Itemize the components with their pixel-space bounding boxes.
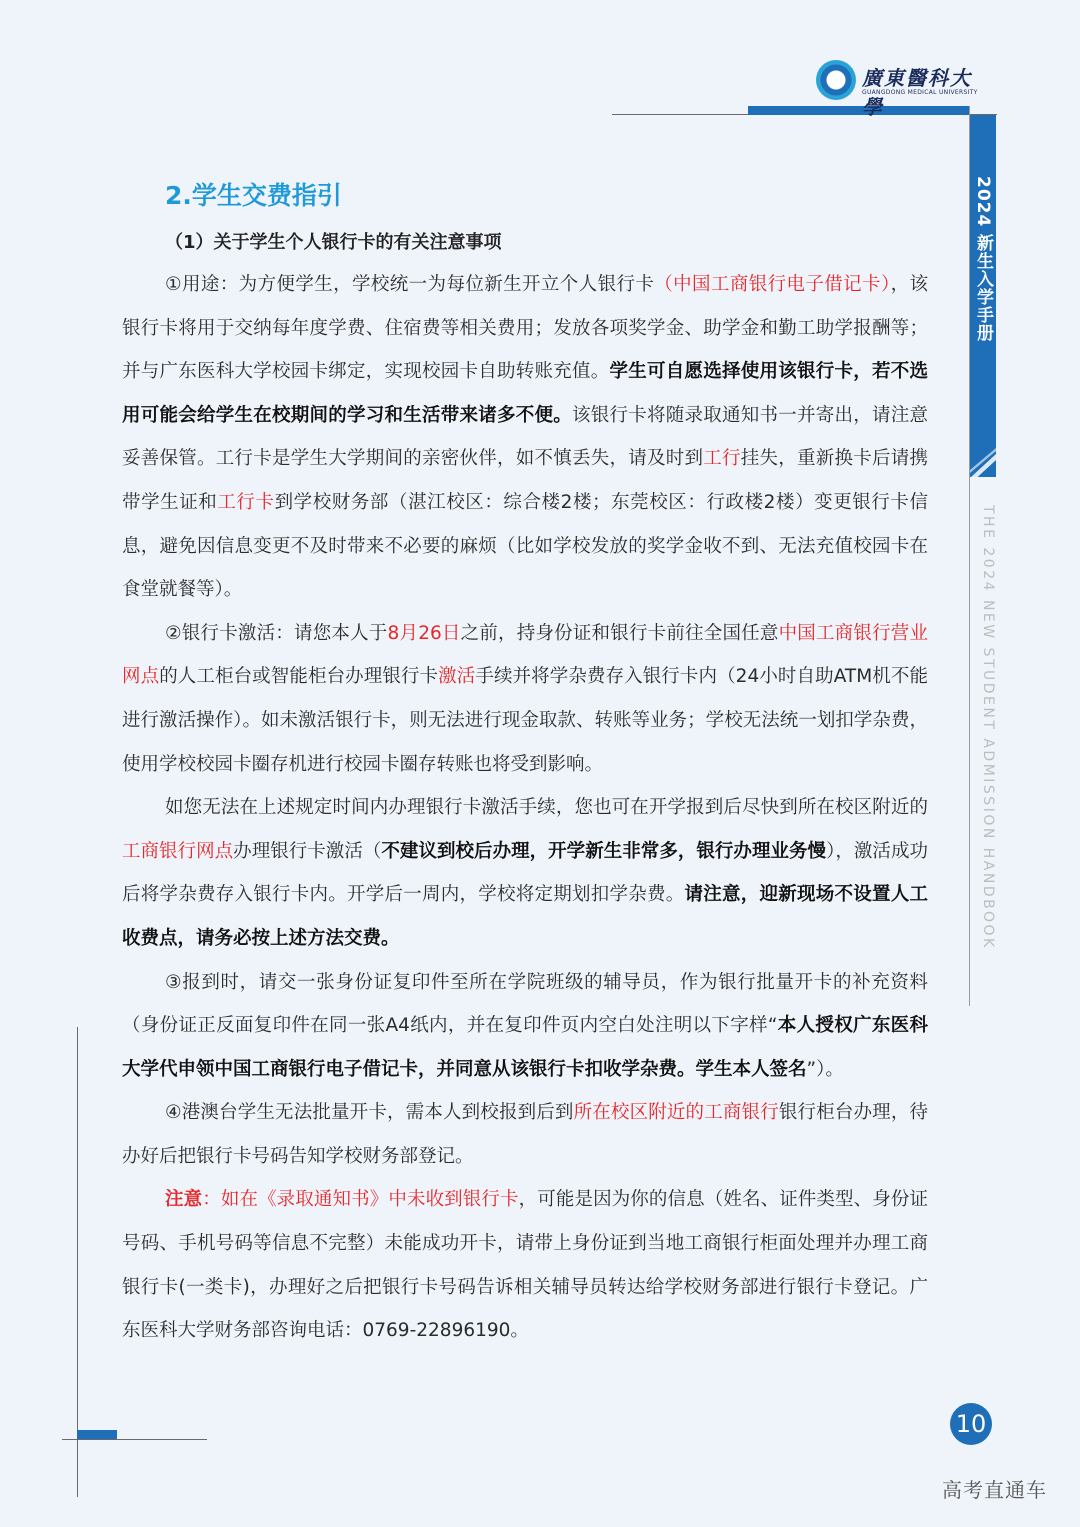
handbook-year-title: 2024 新生入学手册	[973, 176, 993, 343]
text: ，可能是因为你的信息（姓名、证件类型、身份证号码、手机号码等信息不完整）未能成功开卡，请带上身份证到当地工商银行柜面处理并办理工商银行卡(一类卡)，办理好之后把银行卡号码告诉相关辅导员转达给学校财务部进行银行卡登记。广东医科大学财务部咨询电话：0769-22896190。	[122, 1189, 928, 1342]
text: ②银行卡激活：请您本人于	[165, 622, 388, 644]
highlight-text: （中国工商银行电子借记卡）	[654, 274, 891, 295]
paragraph-notice	[122, 1178, 928, 1352]
logo-english-name: GUANGDONG MEDICAL UNIVERSITY	[862, 89, 978, 96]
footer-accent-bar	[77, 1430, 117, 1439]
section-subtitle: （1）关于学生个人银行卡的有关注意事项	[165, 232, 502, 253]
paragraph-hmt-students	[122, 1091, 928, 1178]
highlight-text: 8月26日	[387, 622, 461, 644]
text: 该银行卡将随录取通知书一并寄出，请注意妥善保管。工行卡是学生大学期间的亲密伙伴，如不慎丢失，请及时到	[122, 404, 928, 470]
university-emblem-icon	[816, 60, 856, 100]
bold-text: 学生可自愿选择使用该银行卡，若不选用可能会给学生在校期间的学习和生活带来诸多不便。	[122, 361, 928, 426]
paragraph-id-copy	[122, 961, 928, 1092]
text: ”）。	[806, 1058, 844, 1080]
bold-text: 请注意，迎新现场不设置人工收费点，请务必按上述方法交费。	[122, 884, 928, 949]
text: 挂失，重新换卡后请携带学生证和	[122, 448, 928, 513]
bold-text: 不建议到校后办理，开学新生非常多，银行办理业务慢	[381, 840, 827, 862]
notice-label: 注意	[165, 1189, 203, 1211]
text: 办理银行卡激活（	[233, 840, 382, 862]
text: 银行柜台办理，待办好后把银行卡号码告知学校财务部登记。	[122, 1102, 928, 1167]
text: 手续并将学杂费存入银行卡内（24小时自助ATM机不能进行激活操作）。如未激活银行卡，则无法进行现金取款、转账等业务；学校无法统一划扣学杂费，使用学校校园卡圈存机进行校园卡圈存转账也将受到影响。	[122, 666, 928, 775]
text: ③报到时，请交一张身份证复印件至所在学院班级的辅导员，作为银行批量开卡的补充资料（身份证正反面复印件在同一张A4纸内，并在复印件页内空白处注明以下字样“	[122, 971, 928, 1037]
text: ，该银行卡将用于交纳每年度学费、住宿费等相关费用；发放各项奖学金、助学金和勤工助学报酬等；并与广东医科大学校园卡绑定，实现校园卡自助转账充值。	[122, 274, 928, 383]
footer-rule	[62, 1439, 207, 1440]
text: 的人工柜台或智能柜台办理银行卡	[159, 666, 439, 688]
handbook-english-title: THE 2024 NEW STUDENT ADMISSION HANDBOOK	[980, 505, 996, 950]
highlight-text: 中国工商银行营业网点	[122, 622, 928, 688]
left-vertical-rule	[77, 1027, 78, 1497]
highlight-text: 工行	[703, 448, 741, 470]
page-number: 10	[950, 1403, 992, 1445]
highlight-text: ：如在《录取通知书》中未收到银行卡	[202, 1189, 519, 1211]
text: ），激活成功后将学杂费存入银行卡内。开学后一周内，学校将定期划扣学杂费。	[122, 840, 928, 906]
watermark-text: 高考直通车	[942, 1478, 1047, 1502]
highlight-text: 工商银行网点	[122, 840, 234, 862]
text: 之前，持身份证和银行卡前往全国任意	[460, 622, 779, 644]
text: ④港澳台学生无法批量开卡，需本人到校报到后到	[165, 1102, 574, 1124]
university-logo	[816, 60, 978, 119]
text: ①用途：为方便学生，学校统一为每位新生开立个人银行卡	[165, 274, 655, 295]
section-title: 2.学生交费指引	[165, 181, 342, 210]
paragraph-late-activation	[122, 786, 928, 960]
highlight-text: 激活	[438, 666, 476, 688]
body-content	[122, 263, 928, 1353]
paragraph-usage	[122, 263, 928, 612]
highlight-text: 所在校区附近的工商银行	[573, 1102, 779, 1124]
bold-text: 本人授权广东医科大学代申领中国工商银行电子借记卡，并同意从该银行卡扣收学杂费。学生本人签名	[122, 1015, 928, 1080]
highlight-text: 工行卡	[217, 491, 275, 513]
band-stripe-icon	[970, 448, 996, 478]
logo-chinese-name: 廣東醫科大學	[862, 66, 972, 119]
text: 如您无法在上述规定时间内办理银行卡激活手续，您也可在开学报到后尽快到所在校区附近的	[165, 797, 928, 819]
paragraph-activation	[122, 612, 928, 786]
text: 到学校财务部（湛江校区：综合楼2楼；东莞校区：行政楼2楼）变更银行卡信息，避免因信息变更不及时带来不必要的麻烦（比如学校发放的奖学金收不到、无法充值校园卡在食堂就餐等）。	[122, 491, 928, 601]
